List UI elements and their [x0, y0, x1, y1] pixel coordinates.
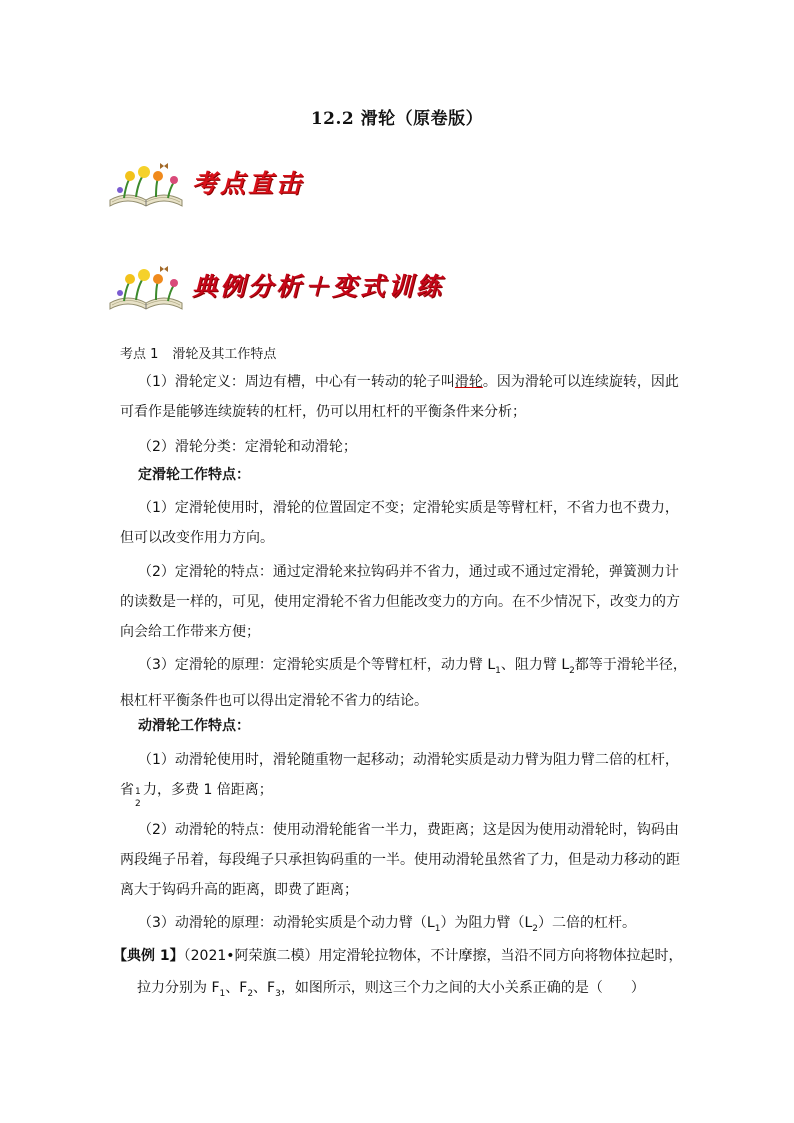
fixed-heading-text: 定滑轮工作特点：: [138, 467, 250, 483]
fixed-2-line3: 向会给工作带来方便；: [120, 624, 260, 640]
example-tag: 【典例 1】: [113, 948, 184, 964]
pulley-link[interactable]: 滑轮: [454, 374, 483, 390]
banner-dianli: [106, 263, 466, 315]
movable-3-a: （3）动滑轮的原理：动滑轮实质是个动力臂（L: [138, 915, 435, 931]
movable-point-1: [120, 745, 680, 809]
fixed-3-sub1: 1: [495, 665, 501, 676]
example-line2-c: 、F: [253, 980, 276, 996]
movable-2-line1: （2）动滑轮的特点：使用动滑轮能省一半力，费距离；这是因为使用动滑轮时，钩码由: [138, 822, 679, 838]
fixed-3-b: 、阻力臂 L: [500, 657, 570, 673]
fixed-point-3: [120, 650, 687, 716]
example-line2-b: 、F: [225, 980, 248, 996]
paragraph-classification: [120, 432, 680, 462]
movable-point-2: [120, 815, 680, 905]
fraction-denominator: 2: [135, 799, 141, 809]
section-number: 考点 1: [120, 347, 159, 362]
open-book-flower-icon: [106, 263, 186, 315]
movable-3-sub1: 1: [434, 923, 441, 934]
example-sub-2: 2: [247, 988, 254, 999]
fixed-1-line2: 但可以改变作用力方向。: [120, 530, 274, 546]
definition-text-line2: 可看作是能够连续旋转的杠杆，仍可以用杠杆的平衡条件来分析；: [120, 404, 526, 420]
open-book-flower-icon: [106, 160, 186, 212]
fixed-3-sub2: 2: [569, 665, 575, 676]
example-line2-d: ，如图所示，则这三个力之间的大小关系正确的是（ ）: [280, 980, 645, 996]
fixed-2-line2: 的读数是一样的，可见，使用定滑轮不省力但能改变力的方向。在不少情况下，改变力的方: [120, 594, 680, 610]
one-half-fraction: [134, 783, 143, 809]
example-1: [113, 941, 683, 1009]
definition-text-a: （1）滑轮定义：周边有槽，中心有一转动的轮子叫: [138, 374, 455, 390]
movable-1-pre: 省: [120, 782, 134, 798]
classification-text: （2）滑轮分类：定滑轮和动滑轮；: [138, 439, 357, 455]
example-line2-a: 拉力分别为 F: [137, 980, 220, 996]
fixed-3-line2: 根杠杆平衡条件也可以得出定滑轮不省力的结论。: [120, 692, 428, 709]
fixed-1-line1: （1）定滑轮使用时，滑轮的位置固定不变；定滑轮实质是等臂杠杆，不省力也不费力，: [138, 500, 679, 516]
movable-heading-text: 动滑轮工作特点：: [138, 718, 250, 734]
fixed-3-c: 都等于滑轮半径，: [574, 657, 687, 673]
movable-pulley-heading: [120, 711, 680, 741]
example-sub-1: 1: [219, 988, 226, 999]
example-sub-3: 3: [275, 988, 281, 999]
section-heading: [120, 343, 276, 362]
movable-point-3: [120, 908, 680, 944]
movable-3-c: ）二倍的杠杆。: [538, 915, 636, 931]
fixed-2-line1: （2）定滑轮的特点：通过定滑轮来拉钩码并不省力，通过或不通过定滑轮，弹簧测力计: [138, 564, 679, 580]
fraction-numerator: 1: [135, 787, 141, 797]
page-title: 12.2 滑轮（原卷版）: [310, 109, 484, 129]
movable-2-line2: 两段绳子吊着，每段绳子只承担钩码重的一半。使用动滑轮虽然省了力，但是动力移动的距: [120, 852, 680, 868]
fixed-point-2: [120, 557, 680, 647]
banner-kaodian: [106, 160, 466, 212]
example-text-a: （2021•阿荣旗二模）用定滑轮拉物体，不计摩擦，当沿不同方向将物体拉起时，: [183, 948, 683, 964]
movable-1-line1: （1）动滑轮使用时，滑轮随重物一起移动；动滑轮实质是动力臂为阻力臂二倍的杠杆，: [138, 752, 679, 768]
movable-3-b: ）为阻力臂（L: [440, 915, 533, 931]
movable-1-post: 力，多费 1 倍距离；: [143, 782, 273, 798]
fixed-3-a: （3）定滑轮的原理：定滑轮实质是个等臂杠杆，动力臂 L: [138, 657, 496, 673]
definition-text-b: 。因为滑轮可以连续旋转，因此: [482, 374, 679, 390]
banner-dianli-text: 典例分析＋变式训练: [192, 272, 445, 301]
movable-3-sub2: 2: [532, 923, 538, 934]
banner-kaodian-text: 考点直击: [192, 169, 305, 198]
fixed-point-1: [120, 493, 680, 553]
movable-2-line3: 离大于钩码升高的距离，即费了距离；: [120, 882, 358, 898]
section-topic: 滑轮及其工作特点: [172, 347, 277, 362]
fixed-pulley-heading: [120, 460, 680, 490]
paragraph-definition: [120, 367, 680, 427]
